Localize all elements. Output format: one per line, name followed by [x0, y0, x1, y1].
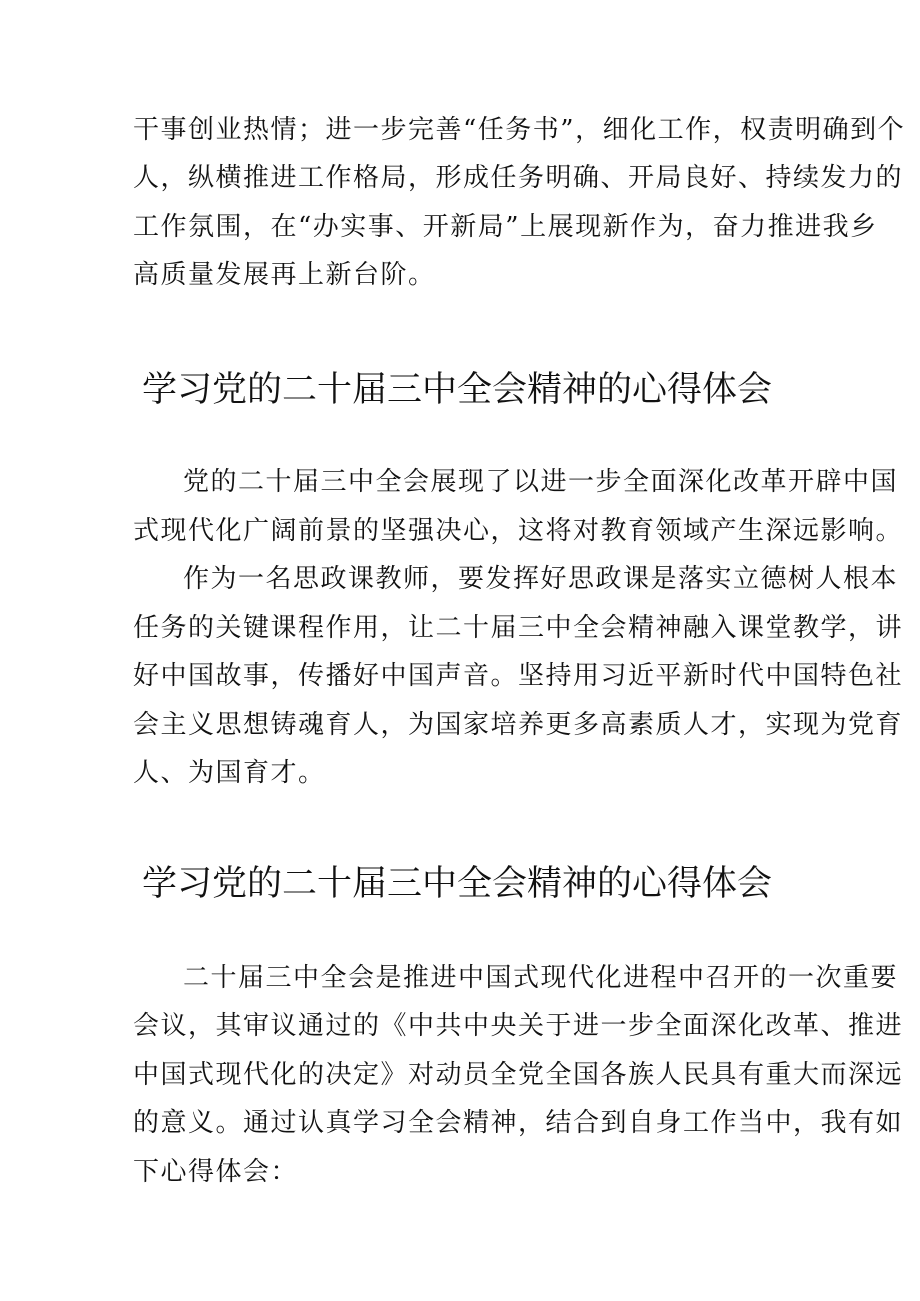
section-heading: 学习党的二十届三中全会精神的心得体会: [142, 370, 773, 410]
paragraph-line: 中国式现代化的决定》对动员全党全国各族人民具有重大而深远: [133, 1060, 904, 1090]
paragraph-line: 会议，其审议通过的《中共中央关于进一步全面深化改革、推进: [133, 1011, 904, 1041]
paragraph-line: 二十届三中全会是推进中国式现代化进程中召开的一次重要: [183, 963, 899, 993]
paragraph-line: 的意义。通过认真学习全会精神，结合到自身工作当中，我有如: [133, 1108, 904, 1138]
paragraph-line: 高质量发展再上新台阶。: [133, 260, 436, 290]
paragraph-line: 会主义思想铸魂育人，为国家培养更多高素质人才，实现为党育: [133, 710, 904, 740]
paragraph-line: 下心得体会：: [133, 1157, 299, 1187]
paragraph-line: 好中国故事，传播好中国声音。坚持用习近平新时代中国特色社: [133, 661, 904, 691]
paragraph-line: 人，纵横推进工作格局，形成任务明确、开局良好、持续发力的: [133, 163, 904, 193]
paragraph-line: 工作氛围，在“办实事、开新局”上展现新作为，奋力推进我乡: [133, 212, 878, 242]
paragraph-line: 式现代化广阔前景的坚强决心，这将对教育领域产生深远影响。: [133, 516, 904, 546]
section-heading: 学习党的二十届三中全会精神的心得体会: [142, 864, 773, 904]
paragraph-line: 作为一名思政课教师，要发挥好思政课是落实立德树人根本: [183, 564, 899, 594]
paragraph-line: 任务的关键课程作用，让二十届三中全会精神融入课堂教学，讲: [133, 613, 904, 643]
paragraph-line: 干事创业热情；进一步完善“任务书”，细化工作，权责明确到个: [133, 115, 906, 145]
paragraph-line: 党的二十届三中全会展现了以进一步全面深化改革开辟中国: [183, 467, 899, 497]
paragraph-line: 人、为国育才。: [133, 758, 326, 788]
